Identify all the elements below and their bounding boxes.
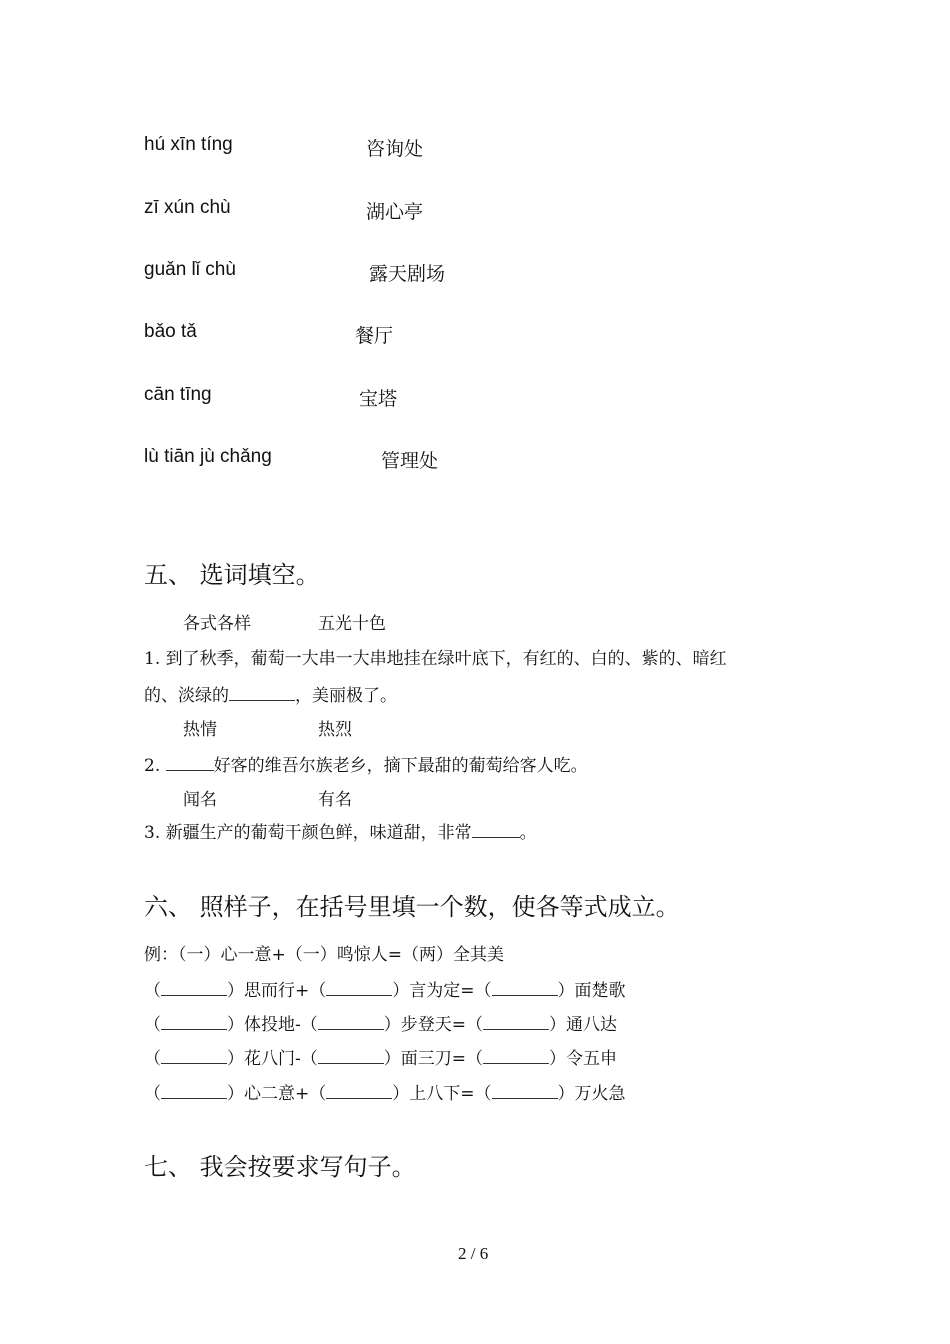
equation-row-3: （ ）花八门-（ ）面三刀=（ ）令五申	[144, 1049, 617, 1069]
q3-line: 3. 新疆生产的葡萄干颜色鲜，味道甜，非常 。	[144, 823, 537, 843]
number-blank[interactable]	[161, 1083, 227, 1099]
number-blank[interactable]	[326, 1083, 392, 1099]
q2-option-1: 热情	[183, 720, 217, 740]
q3-option-2: 有名	[318, 790, 352, 810]
section6-title: 六、 照样子，在括号里填一个数，使各等式成立。	[144, 893, 680, 921]
section7-title: 七、 我会按要求写句子。	[144, 1153, 416, 1181]
equation-row-1: （ ）思而行+（ ）言为定=（ ）面楚歌	[144, 981, 626, 1001]
number-blank[interactable]	[161, 980, 227, 996]
number-blank[interactable]	[326, 980, 392, 996]
pinyin-6: lù tiān jù chǎng	[144, 446, 272, 467]
q3-blank[interactable]	[472, 822, 520, 838]
equation-row-2: （ ）体投地-（ ）步登天=（ ）通八达	[144, 1015, 617, 1035]
chinese-4: 餐厅	[355, 325, 394, 347]
number-blank[interactable]	[483, 1048, 549, 1064]
q2-blank[interactable]	[166, 755, 214, 771]
chinese-2: 湖心亭	[366, 201, 424, 223]
number-blank[interactable]	[318, 1048, 384, 1064]
pinyin-2: zī xún chù	[144, 197, 231, 218]
section6-example: 例：（一）心一意+（一）鸣惊人=（两）全其美	[144, 945, 504, 965]
q2-line: 2. 好客的维吾尔族老乡，摘下最甜的葡萄给客人吃。	[144, 756, 588, 776]
q1-line-2: 的、淡绿的 ，美丽极了。	[144, 686, 397, 706]
chinese-6: 管理处	[381, 450, 439, 472]
chinese-5: 宝塔	[359, 388, 398, 410]
number-blank[interactable]	[492, 980, 558, 996]
chinese-1: 咨询处	[366, 138, 424, 160]
equation-row-4: （ ）心二意+（ ）上八下=（ ）万火急	[144, 1084, 626, 1104]
q2-option-2: 热烈	[318, 720, 352, 740]
chinese-3: 露天剧场	[369, 263, 446, 285]
q3-option-1: 闻名	[183, 790, 217, 810]
pinyin-4: bǎo tǎ	[144, 321, 197, 342]
pinyin-3: guǎn lǐ chù	[144, 259, 236, 280]
pinyin-5: cān tīng	[144, 384, 212, 405]
number-blank[interactable]	[161, 1014, 227, 1030]
page-number: 2 / 6	[458, 1244, 489, 1263]
q1-line-1: 1. 到了秋季，葡萄一大串一大串地挂在绿叶底下，有红的、白的、紫的、暗红	[144, 649, 727, 669]
q1-option-1: 各式各样	[183, 614, 251, 634]
number-blank[interactable]	[318, 1014, 384, 1030]
pinyin-1: hú xīn tíng	[144, 134, 233, 155]
q1-blank[interactable]	[229, 685, 295, 701]
q1-option-2: 五光十色	[318, 614, 386, 634]
number-blank[interactable]	[483, 1014, 549, 1030]
number-blank[interactable]	[161, 1048, 227, 1064]
number-blank[interactable]	[492, 1083, 558, 1099]
section5-title: 五、 选词填空。	[144, 561, 320, 589]
